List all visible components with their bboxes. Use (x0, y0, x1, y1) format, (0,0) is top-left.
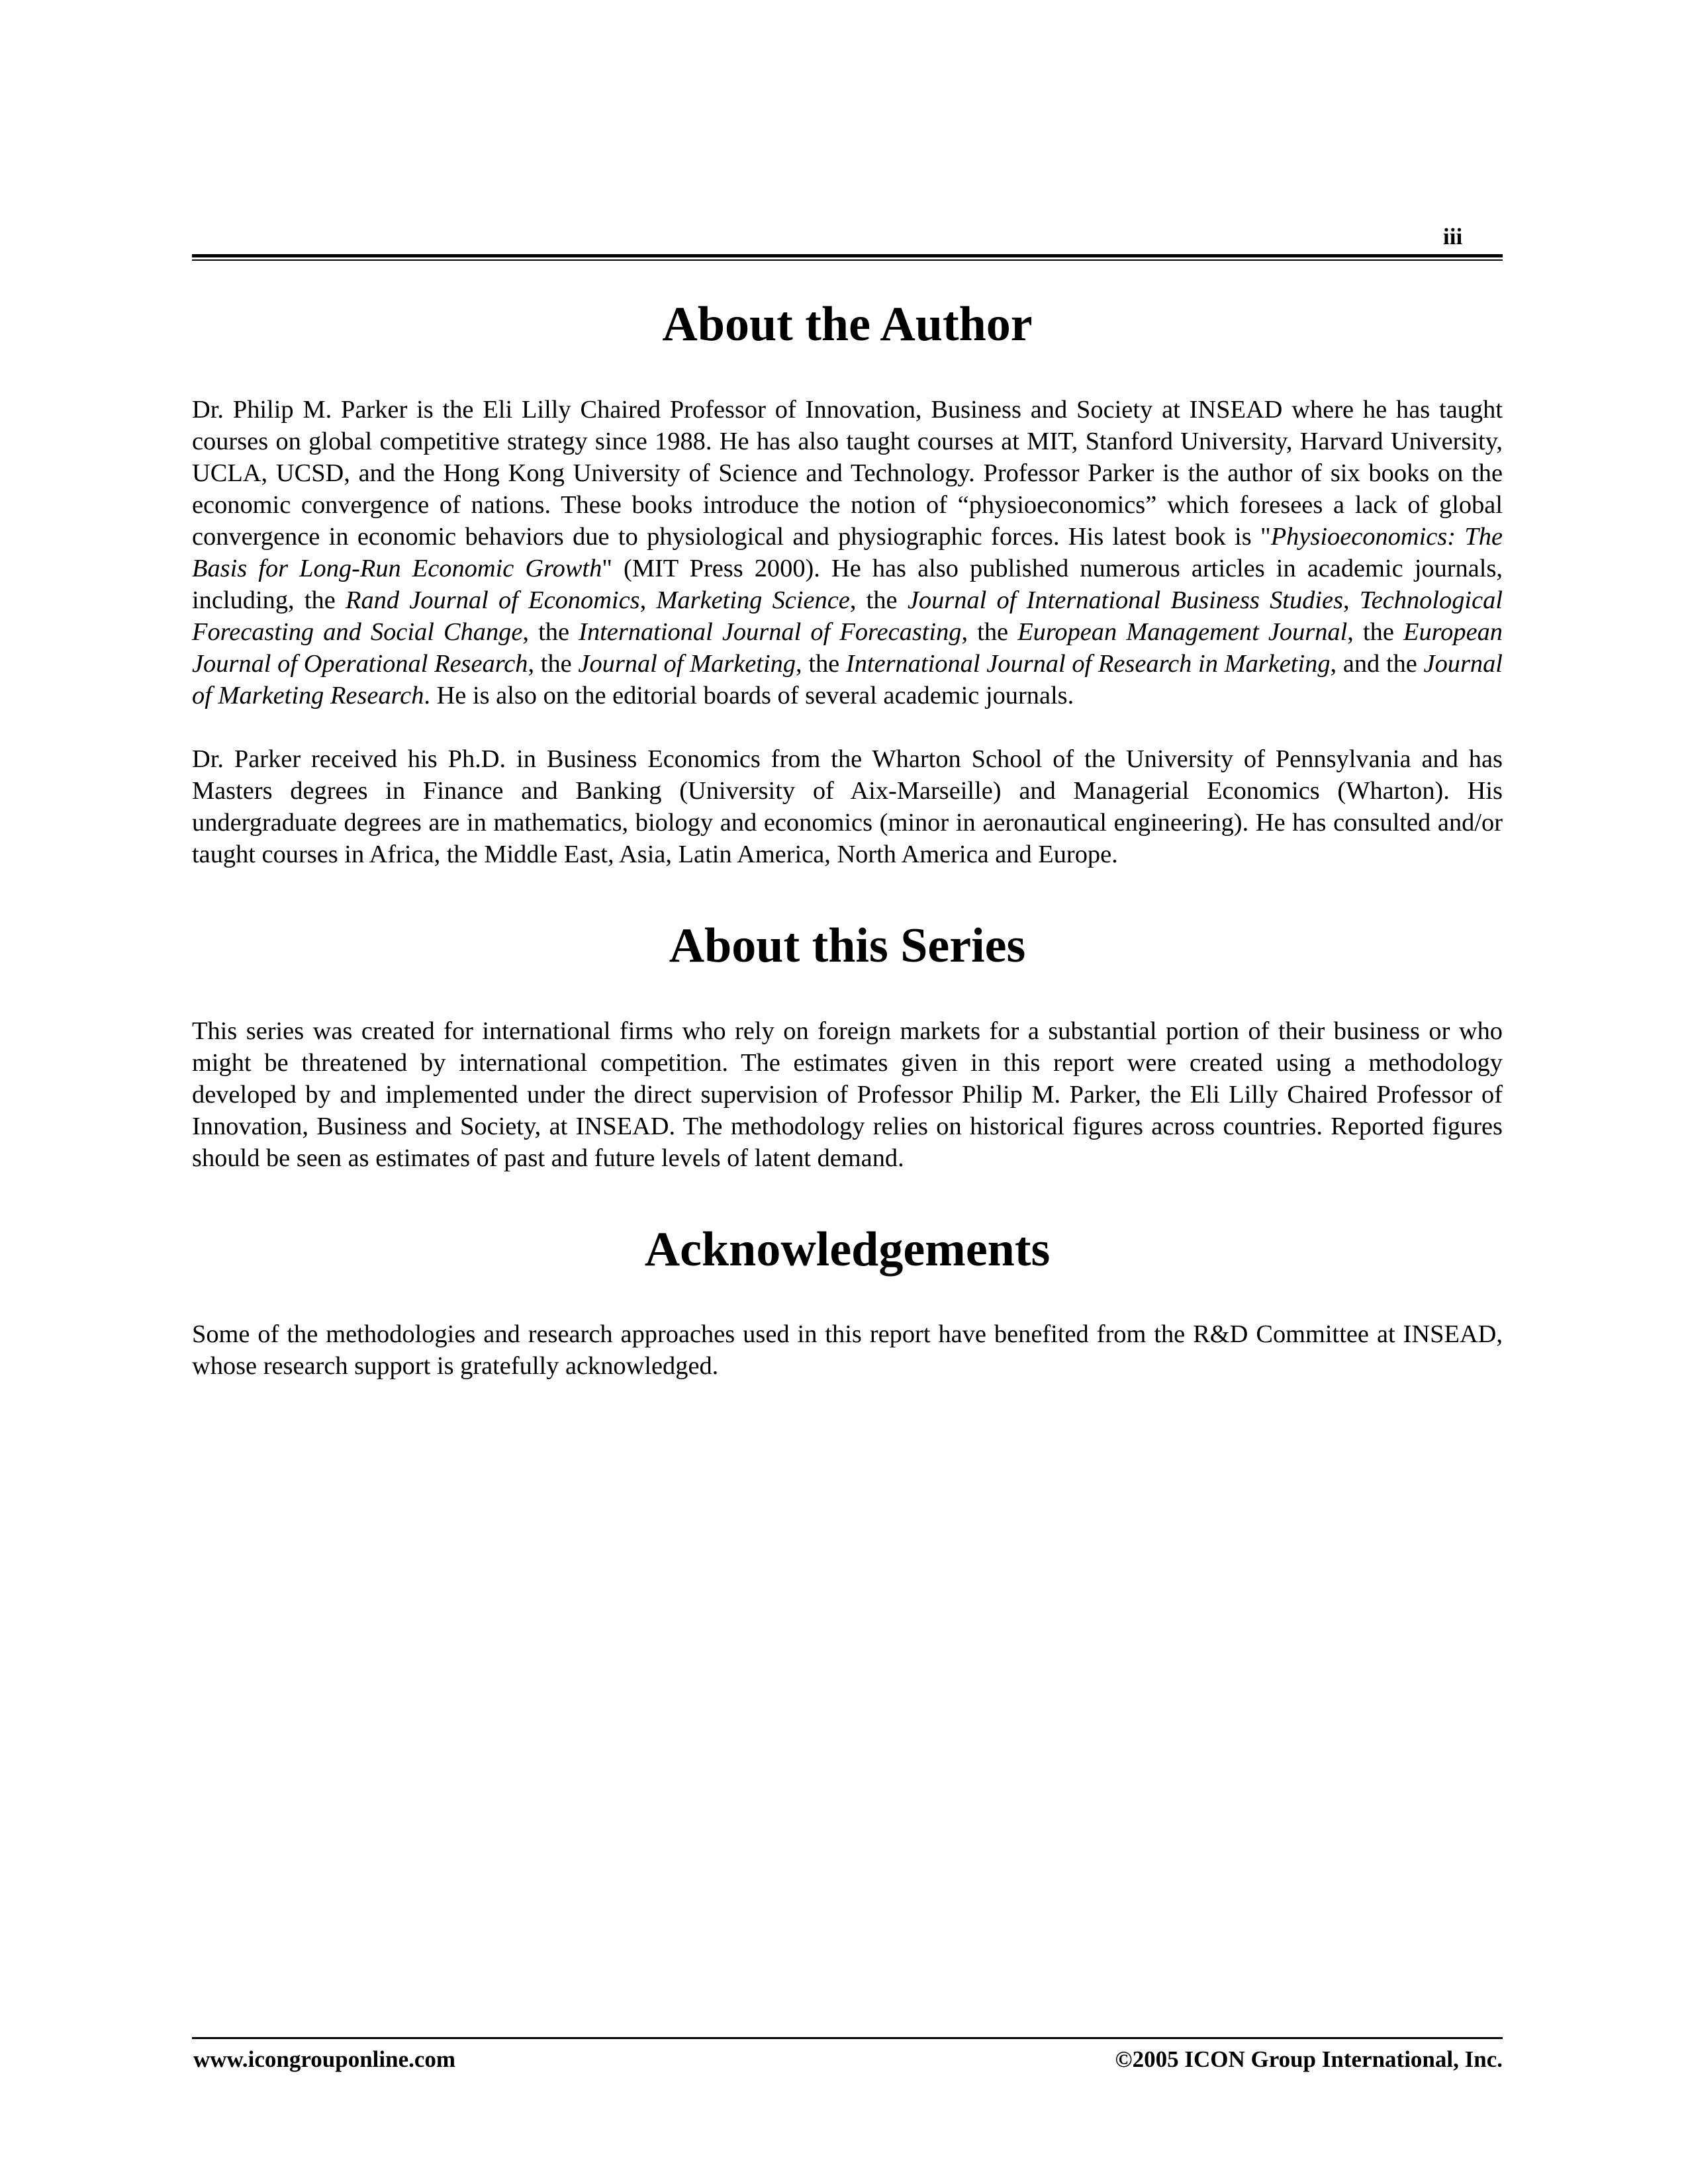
journal-title: International Journal of Research in Marketing (845, 649, 1331, 678)
page-number: iii (1443, 224, 1463, 250)
author-bio-paragraph: Dr. Philip M. Parker is the Eli Lilly Chaired Professor of Innovation, Business and Society at INSEAD where he has taught courses on global competitive strategy since 1988. He has also taught courses at MIT, Stanford University, Harvard University, UCLA, UCSD, and the Hong Kong University of Science and Technology. Professor Parker is the author of six books on the economic convergence of nations. These books introduce the notion of “physioeconomics” which foresees a lack of global convergence in economic behaviors due to physiological and physiographic forces. His latest book is "Physioeconomics: The Basis for Long-Run Economic Growth" (MIT Press 2000). He has also published numerous articles in academic journals, including, the Rand Journal of Economics, Marketing Science, the Journal of International Business Studies, Technological Forecasting and Social Change, the International Journal of Forecasting, the European Management Journal, the European Journal of Operational Research, the Journal of Marketing, the International Journal of Research in Marketing, and the Journal of Marketing Research. He is also on the editorial boards of several academic journals. (192, 395, 1503, 709)
journal-title: International Journal of Forecasting (579, 617, 962, 646)
book-title: Physioeconomics: The Basis for Long-Run Economic Growth (192, 522, 1503, 582)
journal-title: Journal of International Business Studies (907, 586, 1344, 614)
journal-title: Rand Journal of Economics (346, 586, 640, 614)
author-education-paragraph: Dr. Parker received his Ph.D. in Business Economics from the Wharton School of the University of Pennsylvania and has Masters degrees in Finance and Banking (University of Aix-Marseille) and Managerial Economics (Wharton). His undergraduate degrees are in mathematics, biology and economics (minor in aeronautical engineering). He has consulted and/or taught courses in Africa, the Middle East, Asia, Latin America, North America and Europe. (192, 745, 1503, 868)
journal-title: Marketing Science (656, 586, 850, 614)
page-content (192, 291, 1503, 1382)
acknowledgements-heading: Acknowledgements (644, 1222, 1051, 1277)
footer-rule (192, 2037, 1503, 2039)
footer-website: www.icongrouponline.com (193, 2046, 456, 2072)
acknowledgements-paragraph: Some of the methodologies and research approaches used in this report have benefited from the R&D Committee at INSEAD, whose research support is gratefully acknowledged. (192, 1320, 1503, 1381)
header-rule (192, 254, 1503, 261)
journal-title: Technological Forecasting and Social Change (192, 586, 1503, 646)
journal-title: European Journal of Operational Research (192, 617, 1503, 678)
journal-title: Journal of Marketing (578, 649, 796, 678)
about-author-heading: About the Author (662, 297, 1033, 351)
footer-copyright: ©2005 ICON Group International, Inc. (1115, 2046, 1503, 2072)
journal-title: Journal of Marketing Research (192, 649, 1503, 709)
about-series-heading: About this Series (669, 918, 1026, 973)
series-paragraph: This series was created for international firms who rely on foreign markets for a substantial portion of their business or who might be threatened by international competition. The estimates given in this report were created using a methodology developed by and implemented under the direct supervision of Professor Philip M. Parker, the Eli Lilly Chaired Professor of Innovation, Business and Society, at INSEAD. The methodology relies on historical figures across countries. Reported figures should be seen as estimates of past and future levels of latent demand. (192, 1017, 1503, 1172)
journal-title: European Management Journal (1017, 617, 1348, 646)
